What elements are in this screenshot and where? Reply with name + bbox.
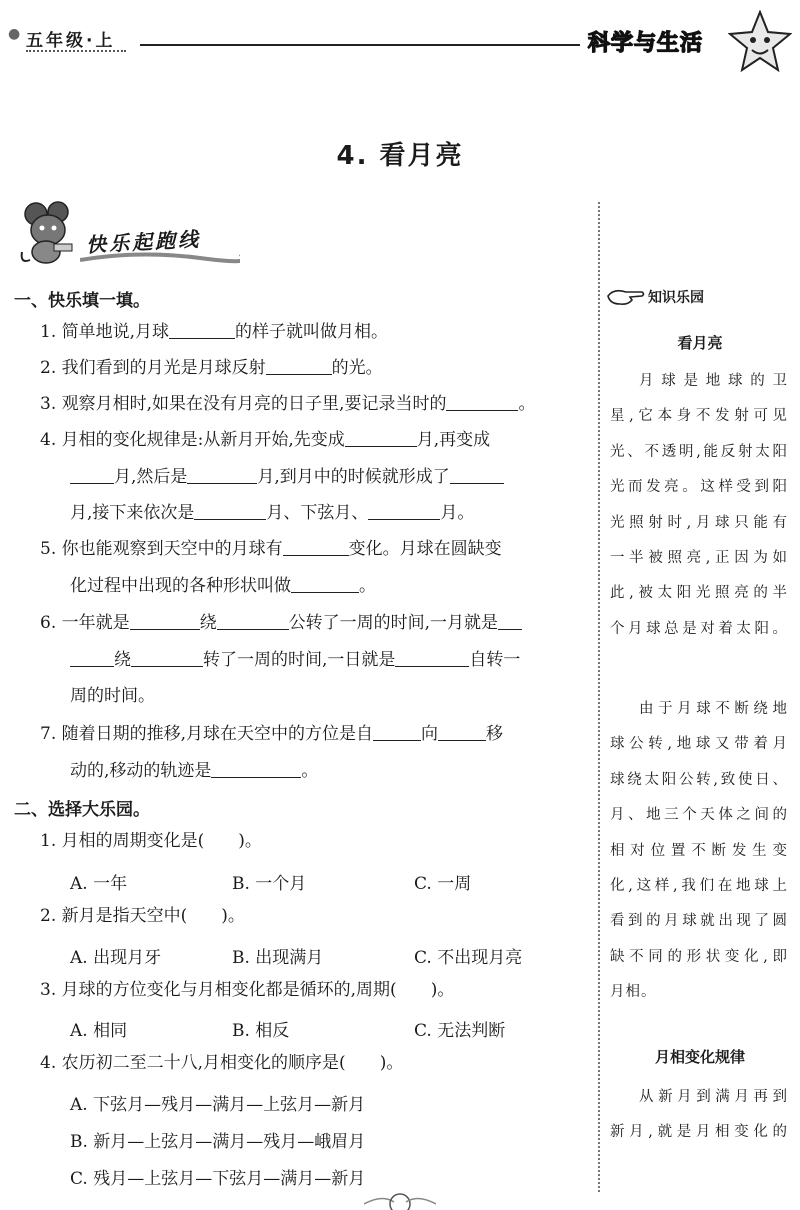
grade-label: 五年级·上 — [26, 31, 116, 51]
question-text: 月相的周期变化是( — [61, 831, 205, 851]
question-text: )。 — [430, 980, 455, 1000]
question-text: 月,再变成 — [416, 430, 491, 450]
question-text: )。 — [379, 1053, 404, 1073]
option-b[interactable]: B. 新月—上弦月—满月—残月—峨眉月 — [70, 1132, 366, 1152]
question-text: 我们看到的月光是月球反射 — [61, 358, 266, 378]
question-text: 一年就是 — [61, 613, 130, 633]
answer-blank[interactable] — [498, 611, 522, 630]
choice-question-3 — [40, 979, 454, 1001]
sidebar-subtitle-2: 月相变化规律 — [654, 1048, 745, 1066]
page-number-ornament — [364, 1190, 436, 1210]
sidebar-line: 从新月到满月再到 — [639, 1089, 788, 1105]
question-text: 动的,移动的轨迹是 — [70, 761, 212, 781]
question-text: 化过程中出现的各种形状叫做 — [70, 576, 291, 596]
question-text: 月球的方位变化与月相变化都是循环的,周期( — [61, 980, 397, 1000]
mouse-mascot-icon — [18, 200, 80, 266]
option-c[interactable]: C. 残月—上弦月—下弦月—满月—新月 — [70, 1169, 366, 1189]
sidebar-subtitle: 看月亮 — [677, 334, 723, 352]
sidebar-line: 看到的月球就出现了圆 — [610, 913, 788, 930]
answer-blank[interactable] — [373, 722, 421, 741]
answer-blank[interactable] — [291, 574, 359, 593]
question-4-cont — [70, 465, 504, 488]
question-1 — [40, 320, 388, 343]
question-text: 农历初二至二十八,月相变化的顺序是( — [61, 1053, 346, 1073]
question-text: 你也能观察到天空中的月球有 — [61, 539, 283, 559]
option-a[interactable]: A. 下弦月—残月—满月—上弦月—新月 — [70, 1095, 366, 1115]
pointing-hand-icon — [606, 286, 646, 308]
sidebar-line: 缺不同的形状变化,即 — [610, 948, 788, 965]
question-number: 7. — [40, 724, 57, 744]
question-2 — [40, 356, 383, 379]
sidebar-line: 球公转,地球又带着月 — [610, 736, 788, 753]
question-text: 月相的变化规律是:从新月开始,先变成 — [61, 430, 345, 450]
answer-blank[interactable] — [438, 722, 486, 741]
answer-blank[interactable] — [446, 392, 518, 411]
question-text: 随着日期的推移,月球在天空中的方位是自 — [61, 724, 374, 744]
option-b[interactable]: B. 一个月 — [232, 874, 307, 894]
answer-blank[interactable] — [266, 356, 332, 375]
sidebar-line: 个月球总是对着太阳。 — [610, 620, 788, 637]
question-6 — [40, 611, 522, 634]
option-a[interactable]: A. 相同 — [70, 1021, 128, 1041]
sidebar-line: 球绕太阳公转,致使日、 — [610, 771, 788, 788]
option-b[interactable]: B. 相反 — [232, 1021, 290, 1041]
option-c[interactable]: C. 一周 — [414, 874, 472, 894]
question-text: 月,然后是 — [114, 467, 188, 487]
question-text: 公转了一周的时间,一月就是 — [288, 613, 499, 633]
question-text: 自转一 — [469, 650, 521, 670]
sidebar-paragraph-1 — [610, 364, 788, 647]
brand-title: 科学与生活 — [588, 31, 704, 56]
choice-question-4 — [40, 1052, 403, 1074]
question-4 — [40, 428, 490, 451]
sidebar-line: 此,被太阳光照亮的半 — [610, 585, 788, 602]
question-6-cont2 — [70, 685, 155, 707]
choice-question-1 — [40, 830, 262, 852]
question-text: )。 — [238, 831, 262, 851]
option-a[interactable]: A. 出现月牙 — [70, 948, 162, 968]
header-ornament-icon: ● — [8, 26, 21, 42]
sidebar-line: 星,它本身不发射可见 — [610, 408, 788, 425]
answer-blank[interactable] — [194, 501, 266, 520]
answer-blank[interactable] — [70, 648, 114, 667]
question-6-cont — [70, 648, 520, 671]
sidebar-heading: 知识乐园 — [648, 290, 704, 306]
question-number: 3. — [40, 980, 57, 1000]
question-number: 2. — [40, 906, 57, 926]
answer-blank[interactable] — [450, 465, 504, 484]
sidebar-line: 月、地三个天体之间的 — [610, 807, 788, 824]
question-text: 简单地说,月球 — [61, 322, 170, 342]
question-text: 的样子就叫做月相。 — [235, 322, 389, 342]
question-text: 。 — [301, 761, 319, 781]
sidebar-line: 相对位置不断发生变 — [610, 842, 788, 859]
question-text: 月。 — [440, 503, 475, 523]
question-text: )。 — [221, 906, 245, 926]
banner-swoosh — [80, 246, 240, 270]
question-text: 月,接下来依次是 — [70, 503, 195, 523]
question-number: 2. — [40, 358, 57, 378]
sidebar-line: 月相。 — [610, 984, 657, 1001]
sidebar-line: 光照射时,月球只能有 — [610, 514, 788, 531]
question-number: 1. — [40, 831, 57, 851]
question-text: 移 — [486, 724, 504, 744]
question-number: 5. — [40, 539, 57, 559]
question-number: 6. — [40, 613, 57, 633]
header-rule — [140, 44, 580, 46]
option-c[interactable]: C. 不出现月亮 — [414, 948, 523, 968]
question-text: 的光。 — [331, 358, 383, 378]
question-text: 绕 — [199, 613, 217, 633]
answer-blank[interactable] — [169, 320, 235, 339]
page-title: 4. 看月亮 — [336, 141, 464, 171]
question-5-cont — [70, 574, 376, 597]
question-number: 1. — [40, 322, 57, 342]
question-number: 3. — [40, 394, 57, 414]
answer-blank[interactable] — [70, 465, 114, 484]
question-text: 变化。月球在圆缺变 — [348, 539, 502, 559]
sidebar-paragraph-3 — [610, 1080, 788, 1151]
question-text: 。 — [518, 394, 536, 414]
question-7 — [40, 722, 503, 745]
question-3 — [40, 392, 535, 415]
question-number: 4. — [40, 430, 57, 450]
question-text: 向 — [421, 724, 439, 744]
sidebar-paragraph-2 — [610, 692, 788, 1011]
question-text: 新月是指天空中( — [61, 906, 188, 926]
answer-blank[interactable] — [211, 759, 301, 778]
answer-blank[interactable] — [130, 611, 200, 630]
column-divider — [598, 202, 600, 1192]
option-c[interactable]: C. 无法判断 — [414, 1021, 506, 1041]
answer-blank[interactable] — [217, 611, 289, 630]
header-dotted-rule — [26, 50, 126, 52]
option-a[interactable]: A. 一年 — [70, 874, 128, 894]
answer-blank[interactable] — [368, 501, 440, 520]
answer-blank[interactable] — [187, 465, 257, 484]
sidebar-line: 一半被照亮,正因为如 — [610, 550, 788, 567]
answer-blank[interactable] — [283, 537, 349, 556]
section-heading-choice: 二、选择大乐园。 — [14, 800, 150, 820]
answer-blank[interactable] — [345, 428, 417, 447]
answer-blank[interactable] — [395, 648, 469, 667]
question-text: 绕 — [114, 650, 131, 670]
sidebar-line: 新月,就是月相变化的 — [610, 1124, 788, 1141]
question-number: 4. — [40, 1053, 57, 1073]
star-mascot-icon — [728, 10, 792, 74]
answer-blank[interactable] — [131, 648, 203, 667]
question-text: 转了一周的时间,一日就是 — [203, 650, 396, 670]
sidebar-line: 光而发亮。这样受到阳 — [610, 479, 788, 496]
choice-question-2 — [40, 905, 245, 927]
sidebar-line: 光、不透明,能反射太阳 — [610, 443, 788, 460]
question-7-cont — [70, 759, 318, 782]
sidebar-line: 化,这样,我们在地球上 — [610, 878, 788, 895]
question-text: 月、下弦月、 — [266, 503, 369, 523]
sidebar-line: 月球是地球的卫 — [639, 373, 788, 389]
option-b[interactable]: B. 出现满月 — [232, 948, 324, 968]
question-text: 观察月相时,如果在没有月亮的日子里,要记录当时的 — [61, 394, 447, 414]
section-heading-fill: 一、快乐填一填。 — [14, 291, 150, 311]
question-text: 月,到月中的时候就形成了 — [257, 467, 450, 487]
question-4-cont2 — [70, 501, 474, 524]
question-5 — [40, 537, 502, 560]
section-banner: 快乐起跑线 — [85, 227, 202, 257]
question-text: 。 — [359, 576, 376, 596]
sidebar-line: 由于月球不断绕地 — [639, 701, 788, 717]
question-text: 周的时间。 — [70, 686, 155, 706]
